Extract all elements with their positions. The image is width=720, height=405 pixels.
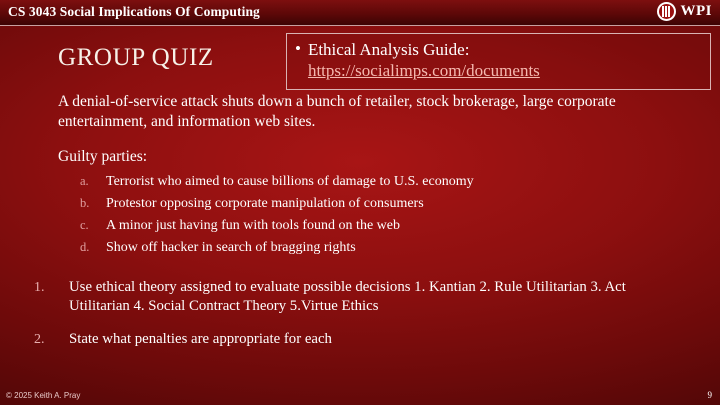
list-text: Terrorist who aimed to cause billions of damage to U.S. economy xyxy=(106,174,474,189)
list-text: Use ethical theory assigned to evaluate possible decisions 1. Kantian 2. Rule Utilitarian 3. Act Utilitarian 4. Social Contract Theory 5.Virtue Ethics xyxy=(69,279,626,314)
bullet-icon: • xyxy=(295,39,301,58)
list-text: A minor just having fun with tools found on the web xyxy=(106,218,400,233)
list-item xyxy=(80,239,680,256)
list-marker: d. xyxy=(80,240,90,254)
list-item xyxy=(34,330,674,349)
guide-bullet-row xyxy=(295,39,702,82)
list-item xyxy=(80,173,680,190)
list-marker: 2. xyxy=(34,332,45,347)
guide-link[interactable]: https://socialimps.com/documents xyxy=(307,61,540,80)
list-text: State what penalties are appropriate for each xyxy=(69,331,332,347)
list-text: Protestor opposing corporate manipulation of consumers xyxy=(106,196,424,211)
list-item xyxy=(34,278,674,315)
course-title: CS 3043 Social Implications Of Computing xyxy=(8,4,260,19)
copyright-notice: © 2025 Keith A. Pray xyxy=(6,391,81,400)
page-title: GROUP QUIZ xyxy=(58,44,214,71)
slide-header-bar xyxy=(0,0,720,26)
list-text: Show off hacker in search of bragging rights xyxy=(106,240,356,255)
list-marker: 1. xyxy=(34,280,45,295)
list-marker: a. xyxy=(80,174,89,188)
list-item xyxy=(80,217,680,234)
ethical-analysis-guide-box xyxy=(286,33,711,90)
wpi-logo-text: WPI xyxy=(680,3,712,19)
tasks-list xyxy=(34,278,674,364)
wpi-logo xyxy=(657,2,713,21)
list-marker: b. xyxy=(80,196,90,210)
list-item xyxy=(80,195,680,212)
guide-label: Ethical Analysis Guide: xyxy=(307,40,470,59)
page-number: 9 xyxy=(707,390,712,400)
guilty-parties-list xyxy=(80,173,680,261)
guide-body xyxy=(308,39,702,82)
guilty-parties-label: Guilty parties: xyxy=(58,148,148,165)
scenario-text: A denial-of-service attack shuts down a bunch of retailer, stock brokerage, large corporate entertainment, and information web sites. xyxy=(58,93,616,130)
list-marker: c. xyxy=(80,218,89,232)
wpi-seal-icon xyxy=(657,2,676,21)
